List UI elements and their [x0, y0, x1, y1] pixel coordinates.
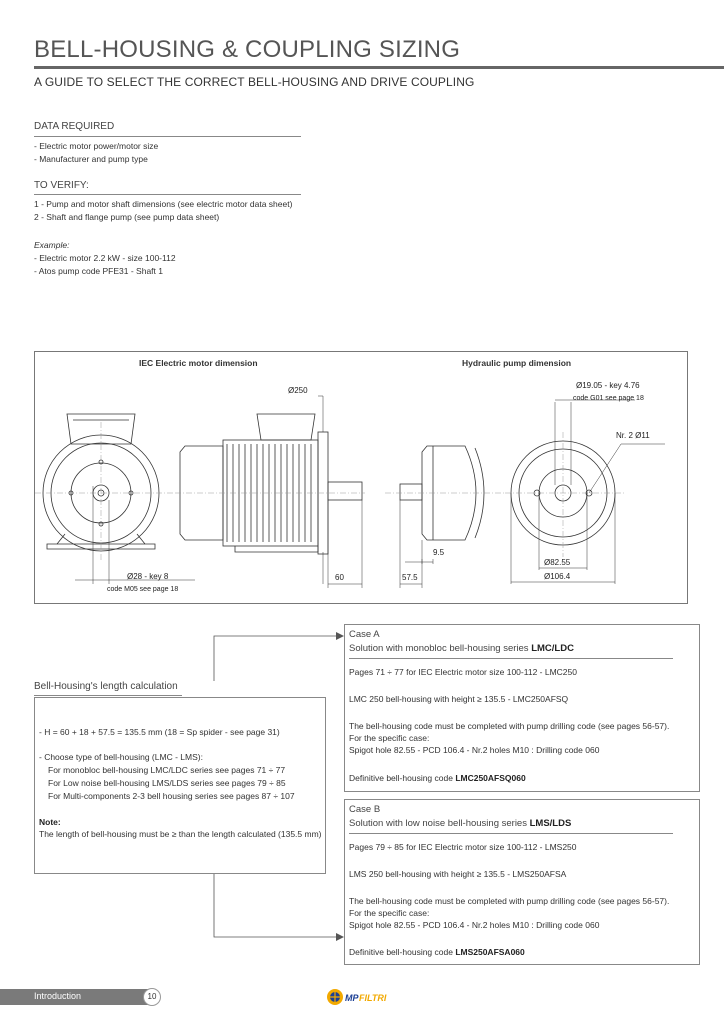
case-b-note: For the specific case: — [349, 908, 430, 918]
svg-text:FILTRI: FILTRI — [359, 993, 387, 1003]
choose-line: - Choose type of bell-housing (LMC - LMS): — [39, 752, 203, 762]
calculation-heading: Bell-Housing's length calculation — [34, 681, 178, 692]
svg-text:MP: MP — [345, 993, 359, 1003]
case-b-title: Solution with low noise bell-housing series LMS/LDS — [349, 818, 572, 829]
list-item: 1 - Pump and motor shaft dimensions (see electric motor data sheet) — [34, 199, 293, 209]
page-number: 10 — [143, 988, 161, 1006]
shaft-diameter-label: Ø28 - key 8 — [127, 572, 169, 581]
case-a-housing: LMC 250 bell-housing with height ≥ 135.5 - LMC250AFSQ — [349, 694, 569, 704]
dimension-60-label: 60 — [335, 573, 344, 582]
title-divider — [34, 66, 724, 69]
case-a-box — [344, 624, 700, 792]
footer-section-label: Introduction — [34, 991, 82, 1001]
series-line: For Low noise bell-housing LMS/LDS series see pages 79 ÷ 85 — [48, 778, 286, 788]
case-b-housing: LMS 250 bell-housing with height ≥ 135.5 - LMS250AFSA — [349, 869, 567, 879]
list-item: 2 - Shaft and flange pump (see pump data sheet) — [34, 212, 220, 222]
diameter-250-label: Ø250 — [288, 386, 308, 395]
list-item: - Electric motor 2.2 kW - size 100-112 — [34, 253, 176, 263]
section-divider — [34, 695, 182, 696]
motor-shaft-code-label: code M05 see page 18 — [107, 586, 179, 593]
case-a-note: The bell-housing code must be completed with pump drilling code (see pages 56-57). — [349, 721, 670, 731]
case-a-label: Case A — [349, 629, 380, 640]
case-a-title: Solution with monobloc bell-housing series LMC/LDC — [349, 643, 574, 654]
case-a-note: For the specific case: — [349, 733, 430, 743]
series-line: For Multi-components 2-3 bell housing series see pages 87 ÷ 107 — [48, 791, 295, 801]
case-a-note: Spigot hole 82.55 - PCD 106.4 - Nr.2 holes M10 : Drilling code 060 — [349, 745, 600, 755]
pump-shaft-diameter-label: Ø19.05 - key 4.76 — [576, 381, 640, 390]
motor-side-view — [180, 414, 362, 554]
note-text: The length of bell-housing must be ≥ than the length calculated (135.5 mm) — [39, 829, 322, 839]
case-b-definitive-code: Definitive bell-housing code LMS250AFSA060 — [349, 947, 525, 957]
case-b-pages: Pages 79 ÷ 85 for IEC Electric motor size 100-112 - LMS250 — [349, 842, 577, 852]
list-item: - Atos pump code PFE31 - Shaft 1 — [34, 266, 163, 276]
mpfiltri-logo — [326, 988, 388, 1011]
data-required-heading: DATA REQUIRED — [34, 121, 115, 132]
to-verify-heading: TO VERIFY: — [34, 180, 89, 191]
page-subtitle: A GUIDE TO SELECT THE CORRECT BELL-HOUSING AND DRIVE COUPLING — [34, 75, 475, 89]
page-title: BELL-HOUSING & COUPLING SIZING — [34, 36, 461, 63]
section-divider — [349, 833, 673, 834]
pcd-diameter-label: Ø106.4 — [544, 572, 571, 581]
dimension-diagram — [34, 351, 688, 604]
calculation-box — [34, 697, 326, 874]
case-b-label: Case B — [349, 804, 381, 815]
dimension-57-5-label: 57.5 — [402, 573, 418, 582]
section-divider — [34, 194, 301, 195]
list-item: - Manufacturer and pump type — [34, 154, 148, 164]
spigot-diameter-label: Ø82.55 — [544, 558, 571, 567]
case-a-pages: Pages 71 ÷ 77 for IEC Electric motor size 100-112 - LMC250 — [349, 667, 577, 677]
case-b-box — [344, 799, 700, 965]
list-item: - Electric motor power/motor size — [34, 141, 159, 151]
case-a-definitive-code: Definitive bell-housing code LMC250AFSQ060 — [349, 773, 526, 783]
dimension-9-5-label: 9.5 — [433, 548, 445, 557]
motor-dimension-label: IEC Electric motor dimension — [139, 358, 258, 368]
pump-dimension-label: Hydraulic pump dimension — [462, 358, 572, 368]
case-b-note: Spigot hole 82.55 - PCD 106.4 - Nr.2 holes M10 : Drilling code 060 — [349, 920, 600, 930]
pump-shaft-code-label: code G01 see page 18 — [573, 395, 644, 402]
example-heading: Example: — [34, 240, 70, 250]
note-heading: Note: — [39, 817, 61, 827]
holes-label: Nr. 2 Ø11 — [616, 431, 650, 440]
formula-line: - H = 60 + 18 + 57.5 = 135.5 mm (18 = Sp spider - see page 31) — [39, 727, 280, 737]
series-line: For monobloc bell-housing LMC/LDC series see pages 71 ÷ 77 — [48, 765, 286, 775]
section-divider — [34, 136, 301, 137]
section-divider — [349, 658, 673, 659]
case-b-note: The bell-housing code must be completed with pump drilling code (see pages 56-57). — [349, 896, 670, 906]
